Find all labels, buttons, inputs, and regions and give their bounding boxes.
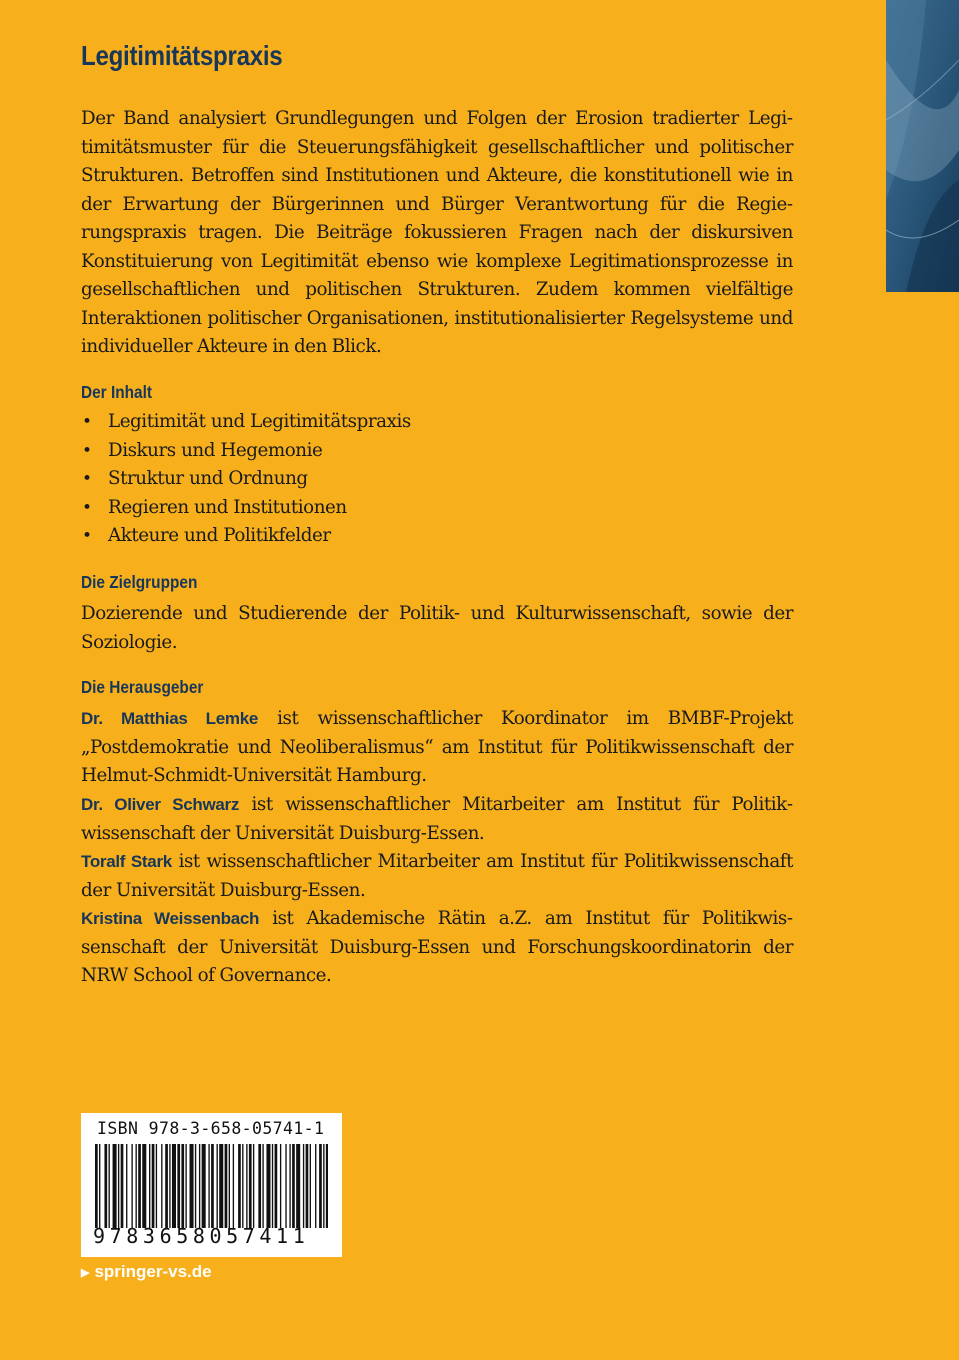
barcode-bar (208, 1144, 209, 1228)
barcode-bar (172, 1144, 176, 1228)
editor-bio: Dr. Matthias Lemke ist wissenschaftlicher Koordinator im BMBF-Projekt „Postdemokratie und Neoliberalismus“ am Institut für Politikwissenschaft der Helmut-Schmidt-Universität Hamburg. (81, 708, 793, 786)
barcode-bar (149, 1144, 150, 1228)
barcode-bar (272, 1144, 273, 1228)
editor-name: Kristina Weissenbach (81, 909, 260, 928)
list-item: • Akteure und Politikfelder (81, 522, 411, 551)
barcode-bar (225, 1144, 228, 1228)
barcode-bar (121, 1144, 124, 1228)
bullet-icon: • (82, 497, 92, 518)
barcode-bar (211, 1144, 214, 1228)
editor-bio: Dr. Oliver Schwarz ist wissenschaftlicher Mitarbeiter am Institut für Politikwissenschaft der Universität Duisburg-Essen. (81, 794, 794, 844)
barcode-bar (242, 1144, 243, 1228)
barcode-bar (233, 1144, 234, 1228)
barcode-bars (95, 1144, 328, 1228)
barcode-bar (199, 1144, 200, 1228)
barcode-bar (136, 1144, 137, 1228)
barcode-bar (319, 1144, 322, 1228)
barcode-bar (142, 1144, 146, 1228)
barcode-bar (229, 1144, 230, 1228)
barcode-bar (131, 1144, 132, 1228)
contents-heading: Der Inhalt (81, 382, 153, 402)
barcode-bar (280, 1144, 281, 1228)
barcode-bar (195, 1144, 196, 1228)
barcode-bar (303, 1144, 304, 1228)
barcode-bar (161, 1144, 162, 1228)
contents-list (81, 408, 411, 551)
barcode-bar (95, 1144, 98, 1228)
barcode-bar (275, 1144, 278, 1228)
ean-number: 9783658057411 (93, 1224, 310, 1248)
barcode-bar (296, 1144, 300, 1228)
bullet-icon: • (82, 440, 92, 461)
list-item: • Legitimität und Legitimitätspraxis (81, 408, 411, 437)
barcode-bar (138, 1144, 141, 1228)
barcode-bar (177, 1144, 180, 1228)
audience-text: Dozierende und Studierende der Politik- und Kulturwissenschaft, sowie der Soziologie. (81, 603, 793, 653)
barcode-bar (249, 1144, 252, 1228)
barcode-bar (109, 1144, 110, 1228)
website-url: springer-vs.de (94, 1262, 212, 1281)
barcode-bar (246, 1144, 247, 1228)
isbn-number: ISBN 978-3-658-05741-1 (97, 1119, 325, 1138)
editor-bio: Toralf Stark ist wissenschaftlicher Mitarbeiter am Institut für Politikwissenschaft der Universität Duisburg-Essen. (81, 851, 794, 901)
barcode-bar (165, 1144, 168, 1228)
barcode-bar (323, 1144, 324, 1228)
corner-cover-graphic (886, 0, 959, 292)
play-arrow-icon: ▶ (81, 1267, 90, 1279)
editor-name: Toralf Stark (81, 852, 172, 871)
list-item: • Struktur und Ordnung (81, 465, 411, 494)
barcode-bar (306, 1144, 309, 1228)
barcode-bar (289, 1144, 290, 1228)
description-paragraph: Der Band analysiert Grundlegungen und Folgen der Erosion tradierter Legitimitätsmuster für die Steuerungsfähigkeit gesellschaftlicher und politischer Strukturen. Betroffen sind Institutionen und Akteure, die konstitutionell wie in der Erwartung der Bürgerinnen und Bürger Verantwortung für die Regierungspraxis tragen. Die Beiträge fokussieren Fragen nach der diskursiven Konstituierung von Legitimität ebenso wie komplexe Legitimationsprozesse in gesellschaftlichen und politischen Strukturen. Zudem kommen vielfältige Interaktionen politischer Organisationen, institutionalisierter Regelsysteme und individueller Akteure in den Blick. (81, 108, 793, 357)
barcode-bar (190, 1144, 194, 1228)
list-item: • Regieren und Institutionen (81, 494, 411, 523)
barcode-bar (219, 1144, 223, 1228)
barcode-bar (326, 1144, 328, 1228)
publisher-website-link[interactable] (81, 1262, 212, 1282)
barcode-bar (169, 1144, 170, 1228)
barcode-bar (156, 1144, 157, 1228)
barcode-bar (118, 1144, 119, 1228)
barcode-bar (99, 1144, 100, 1228)
editors-heading: Die Herausgeber (81, 677, 204, 697)
barcode-bar (126, 1144, 127, 1228)
barcode-bar (253, 1144, 254, 1228)
bullet-icon: • (82, 526, 92, 547)
audience-heading: Die Zielgruppen (81, 572, 198, 592)
barcode-label (81, 1113, 342, 1257)
barcode-bar (315, 1144, 316, 1228)
barcode-bar (104, 1144, 107, 1228)
barcode-bar (238, 1144, 241, 1228)
barcode-bar (217, 1144, 218, 1228)
barcode-bar (292, 1144, 295, 1228)
book-title: Legitimitätspraxis (81, 40, 283, 71)
barcode-bar (202, 1144, 206, 1228)
barcode-bar (310, 1144, 311, 1228)
editor-name: Dr. Matthias Lemke (81, 709, 259, 728)
barcode-bar (258, 1144, 261, 1228)
barcode-bar (185, 1144, 186, 1228)
barcode-bar (181, 1144, 184, 1228)
barcode-bar (266, 1144, 270, 1228)
editor-bio: Kristina Weissenbach ist Akademische Rätin a.Z. am Institut für Politikwissenschaft der Universität Duisburg-Essen und Forschungskoordinatorin der NRW School of Governance. (81, 908, 793, 986)
editor-name: Dr. Oliver Schwarz (81, 795, 240, 814)
barcode-bar (152, 1144, 155, 1228)
list-item: • Diskurs und Hegemonie (81, 437, 411, 466)
bullet-icon: • (82, 412, 92, 432)
bullet-icon: • (82, 469, 92, 490)
barcode-bar (113, 1144, 117, 1228)
barcode-bar (262, 1144, 263, 1228)
barcode-bar (285, 1144, 286, 1228)
